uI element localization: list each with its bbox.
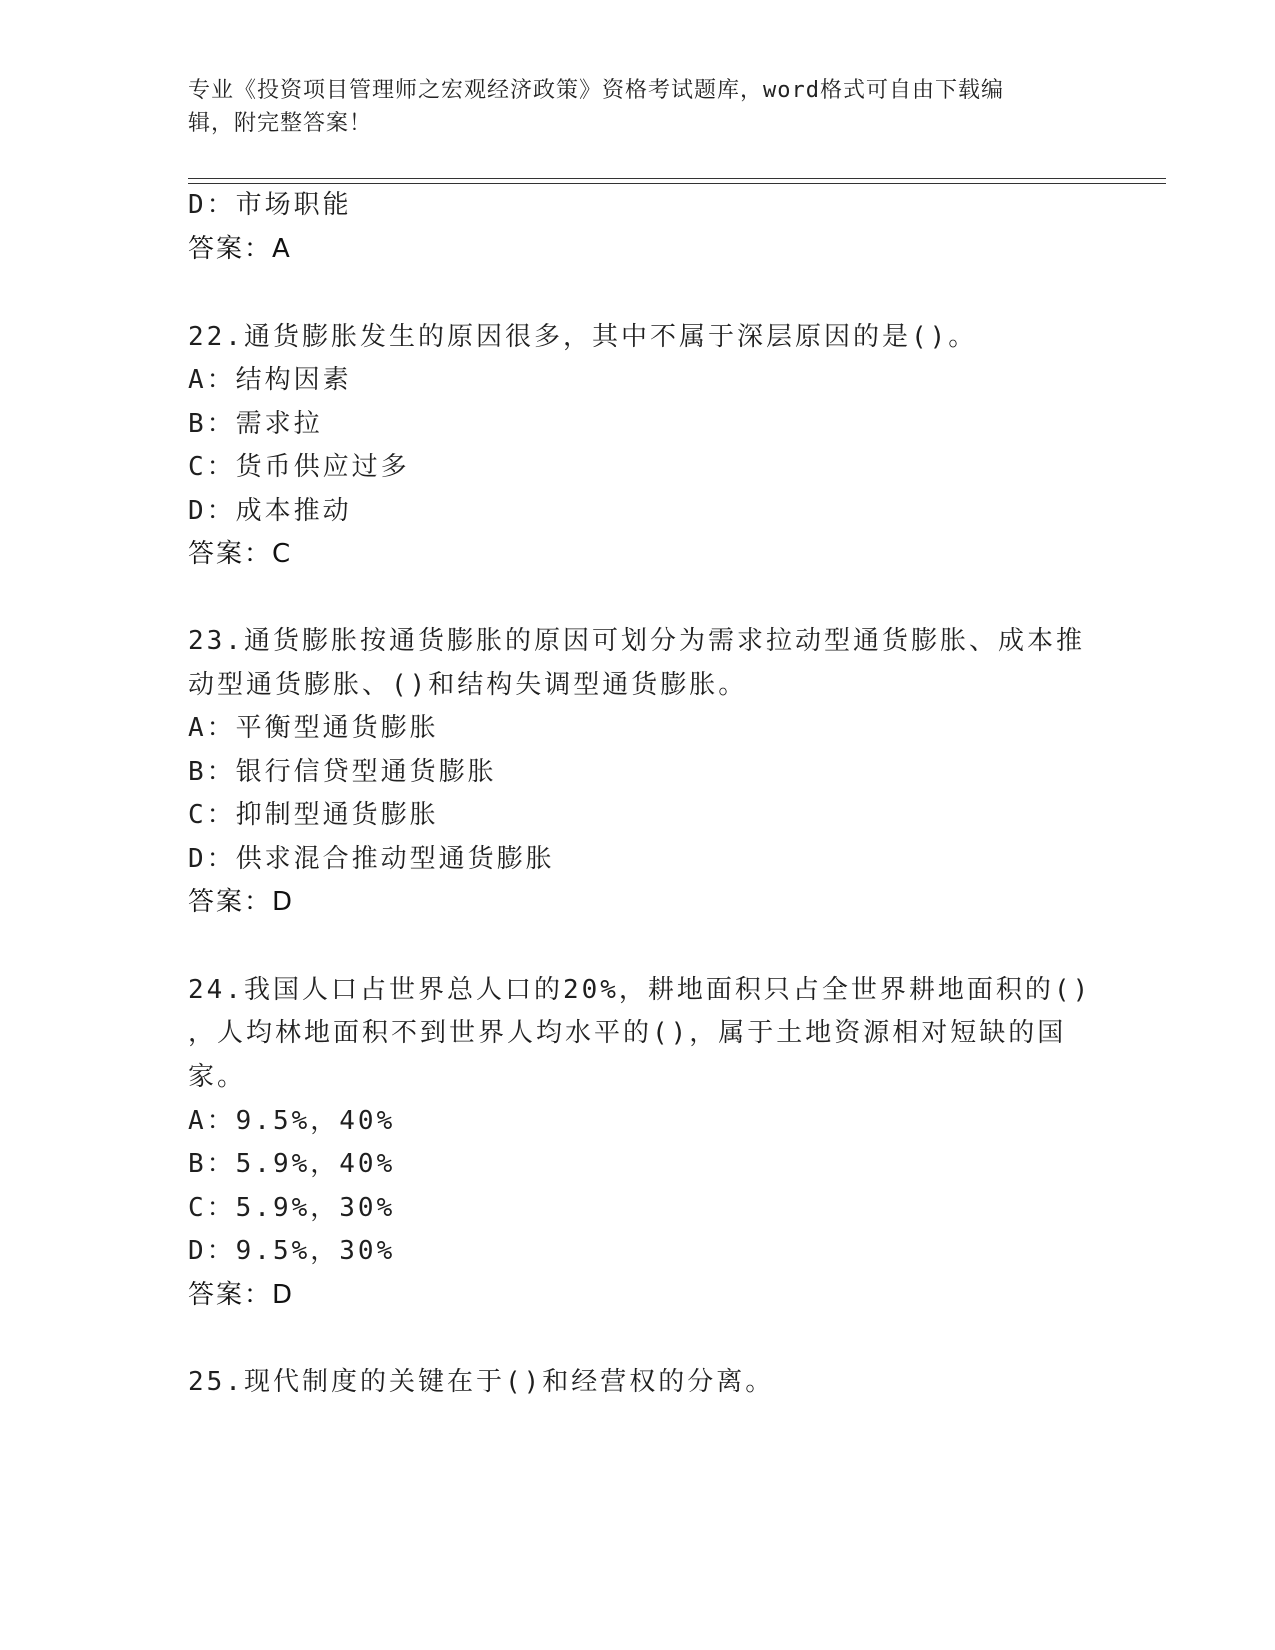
- q22-option-d: D：成本推动: [188, 496, 352, 526]
- header-divider-bottom: [188, 183, 1166, 184]
- q24-stem-line-1: 24.我国人口占世界总人口的20%，耕地面积只占全世界耕地面积的(): [188, 975, 1092, 1005]
- q22-stem: 22.通货膨胀发生的原因很多，其中不属于深层原因的是()。: [188, 322, 978, 352]
- q24-stem-line-2: ，人均林地面积不到世界人均水平的()，属于土地资源相对短缺的国: [188, 1018, 1067, 1048]
- header-title-line-2: 辑，附完整答案！: [188, 111, 373, 136]
- q24-option-c: C：5.9%，30%: [188, 1193, 396, 1223]
- q24-option-b: B：5.9%，40%: [188, 1149, 396, 1179]
- q23-option-a: A：平衡型通货膨胀: [188, 713, 439, 743]
- q21-answer: 答案：A: [188, 234, 292, 264]
- q23-answer: 答案：D: [188, 887, 295, 917]
- q21-option-d: D：市场职能: [188, 190, 352, 220]
- q23-stem-line-1: 23.通货膨胀按通货膨胀的原因可划分为需求拉动型通货膨胀、成本推: [188, 626, 1085, 656]
- q22-option-c: C：货币供应过多: [188, 452, 410, 482]
- q23-option-d: D：供求混合推动型通货膨胀: [188, 844, 555, 874]
- q22-option-b: B：需求拉: [188, 409, 323, 439]
- q22-option-a: A：结构因素: [188, 365, 352, 395]
- q25-stem: 25.现代制度的关键在于()和经营权的分离。: [188, 1367, 775, 1397]
- q23-stem-line-2: 动型通货膨胀、()和结构失调型通货膨胀。: [188, 670, 748, 700]
- q24-stem-line-3: 家。: [188, 1062, 247, 1092]
- q22-answer: 答案：C: [188, 539, 293, 569]
- q24-option-a: A：9.5%，40%: [188, 1106, 396, 1136]
- header-divider-top: [188, 178, 1166, 179]
- document-header: [188, 74, 1088, 140]
- q23-option-b: B：银行信贷型通货膨胀: [188, 757, 497, 787]
- q24-answer: 答案：D: [188, 1280, 295, 1310]
- q23-option-c: C：抑制型通货膨胀: [188, 800, 439, 830]
- header-title-line-1: 专业《投资项目管理师之宏观经济政策》资格考试题库，word格式可自由下载编: [188, 78, 1004, 103]
- q24-option-d: D：9.5%，30%: [188, 1236, 396, 1266]
